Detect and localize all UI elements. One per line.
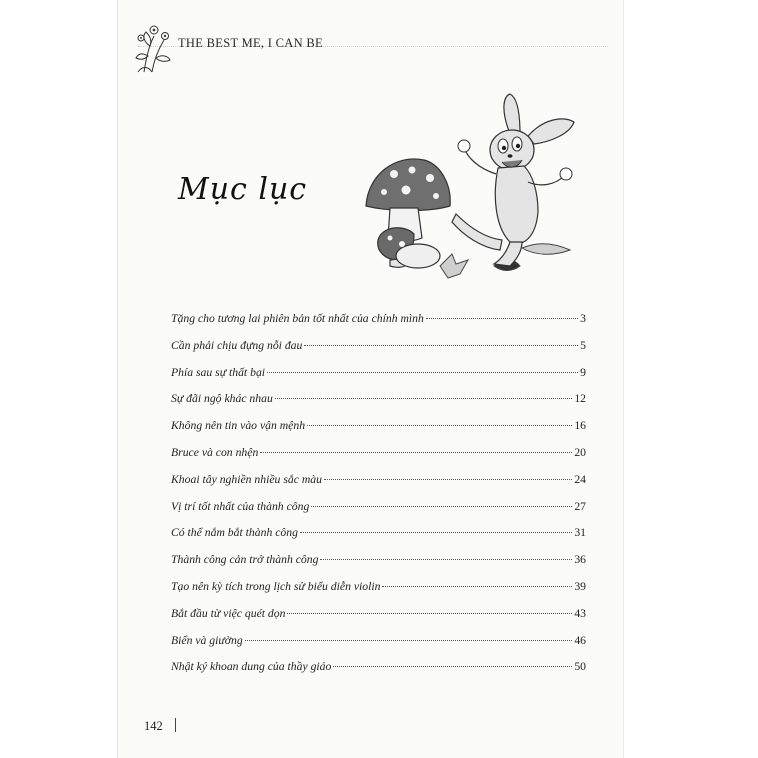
- dot-leader: [311, 506, 572, 507]
- rabbit-mushroom-illustration: [360, 88, 588, 298]
- toc-entry-title: Sự đãi ngộ khác nhau: [171, 392, 273, 406]
- dot-leader: [300, 532, 572, 533]
- toc-entry-title: Thành công cản trở thành công: [171, 553, 319, 567]
- toc-entry[interactable]: [171, 607, 586, 634]
- toc-entry[interactable]: [171, 392, 586, 419]
- toc-entry[interactable]: [171, 580, 586, 607]
- dot-leader: [267, 372, 578, 373]
- toc-entry-page: 3: [580, 312, 586, 325]
- toc-entry-page: 39: [574, 579, 586, 593]
- dot-leader: [333, 666, 572, 667]
- toc-entry-title: Có thể nắm bắt thành công: [171, 526, 298, 540]
- toc-entry[interactable]: [171, 553, 586, 580]
- toc-entry[interactable]: [171, 634, 586, 661]
- toc-entry-title: Biển và giường: [171, 633, 243, 647]
- dot-leader: [307, 425, 572, 426]
- dot-leader: [304, 345, 578, 346]
- toc-entry[interactable]: [171, 526, 586, 553]
- toc-entry-title: Vị trí tốt nhất của thành công: [171, 499, 310, 513]
- toc-entry[interactable]: [171, 312, 586, 339]
- toc-entry-page: 36: [574, 553, 586, 567]
- toc-entry-title: Nhật ký khoan dung của thầy giáo: [171, 660, 332, 674]
- toc-entry[interactable]: [171, 500, 586, 527]
- dot-leader: [382, 586, 572, 587]
- toc-entry-page: 16: [574, 419, 586, 433]
- toc-entry-title: Cần phải chịu đựng nỗi đau: [171, 338, 303, 352]
- dot-leader: [320, 559, 572, 560]
- toc-entry[interactable]: [171, 419, 586, 446]
- toc-entry-page: 9: [580, 365, 586, 379]
- toc-entry-title: Tặng cho tương lai phiên bản tốt nhất của chính mình: [171, 312, 424, 325]
- page-number: 142: [144, 719, 163, 733]
- toc-entry-title: Phía sau sự thất bại: [171, 365, 266, 379]
- toc-entry-page: 12: [574, 392, 586, 406]
- toc-entry-page: 31: [574, 526, 586, 540]
- toc-entry-page: 24: [574, 472, 586, 486]
- toc-entry-title: Bruce và con nhện: [171, 445, 259, 459]
- dot-leader: [260, 452, 572, 453]
- toc-entry-title: Bắt đầu từ việc quét dọn: [171, 606, 286, 620]
- toc-entry[interactable]: [171, 473, 586, 500]
- toc-entry-title: Tạo nên kỳ tích trong lịch sử biểu diễn violin: [171, 579, 381, 593]
- toc-entry-page: 27: [574, 499, 586, 513]
- toc-entry[interactable]: [171, 660, 586, 687]
- dot-leader: [287, 613, 572, 614]
- toc-entry-page: 46: [574, 633, 586, 647]
- toc-entry[interactable]: [171, 366, 586, 393]
- running-header: THE BEST ME, I CAN BE: [178, 36, 323, 50]
- footer-divider: [175, 718, 176, 732]
- dot-leader: [426, 318, 578, 319]
- toc-entry-title: Khoai tây nghiền nhiều sắc màu: [171, 472, 322, 486]
- toc-entry-page: 5: [580, 338, 586, 352]
- toc-entry[interactable]: [171, 339, 586, 366]
- toc-entry[interactable]: [171, 446, 586, 473]
- page-title: Mục lục: [178, 172, 308, 207]
- dot-leader: [275, 398, 573, 399]
- toc-entry-title: Không nên tin vào vận mệnh: [171, 419, 306, 433]
- toc-entry-page: 43: [574, 606, 586, 620]
- dot-leader: [245, 640, 573, 641]
- table-of-contents: [171, 312, 586, 687]
- toc-entry-page: 20: [574, 445, 586, 459]
- toc-entry-page: 50: [574, 660, 586, 674]
- dot-leader: [324, 479, 572, 480]
- floral-ornament-icon: [132, 16, 178, 76]
